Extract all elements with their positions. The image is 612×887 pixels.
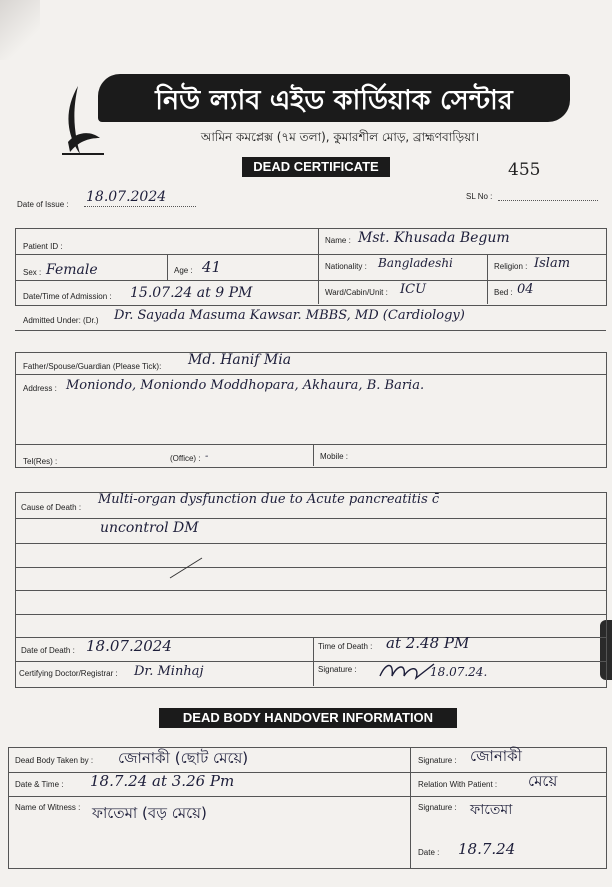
cause-vdivider bbox=[313, 637, 314, 686]
guardian-value: Md. Hanif Mia bbox=[188, 352, 292, 368]
death-time-value: at 2.48 PM bbox=[386, 634, 470, 652]
bed-label: Bed : bbox=[494, 288, 513, 297]
address-label: Address : bbox=[23, 384, 57, 393]
patient-vdivider-name bbox=[318, 228, 319, 304]
guardian-divider-2 bbox=[15, 444, 606, 445]
handover-vdivider bbox=[410, 747, 411, 868]
age-value: 41 bbox=[202, 258, 222, 276]
cause-line-2 bbox=[15, 543, 606, 544]
death-signature-date: 18.07.24. bbox=[430, 665, 488, 679]
taken-by-label: Dead Body Taken by : bbox=[15, 756, 94, 765]
admitted-underline bbox=[15, 330, 606, 331]
issue-date-dots bbox=[84, 206, 196, 207]
death-signature-label: Signature : bbox=[318, 665, 357, 674]
patient-id-label: Patient ID : bbox=[23, 242, 63, 251]
sl-no-label: SL No : bbox=[466, 192, 493, 201]
sex-label: Sex : bbox=[23, 268, 42, 277]
guardian-label: Father/Spouse/Guardian (Please Tick): bbox=[23, 362, 162, 371]
guardian-vdivider bbox=[313, 444, 314, 466]
handover-divider-2 bbox=[8, 796, 606, 797]
patient-divider-1 bbox=[15, 254, 606, 255]
patient-name-label: Name : bbox=[325, 236, 351, 245]
tel-office-value: - bbox=[205, 451, 209, 462]
cause-line2-value: uncontrol DM bbox=[100, 520, 199, 536]
cause-line1-value: Multi-organ dysfunction due to Acute pancreatitis c̄ bbox=[98, 492, 440, 507]
issue-date-label: Date of Issue : bbox=[17, 200, 69, 209]
patient-name-value: Mst. Khusada Begum bbox=[358, 230, 510, 246]
relation-label: Relation With Patient : bbox=[418, 780, 498, 789]
witness-signature-value: ফাতেমা bbox=[470, 802, 513, 818]
mobile-label: Mobile : bbox=[320, 452, 349, 461]
page-corner-shadow bbox=[0, 0, 40, 60]
cause-line-3 bbox=[15, 567, 606, 568]
handover-datetime-value: 18.7.24 at 3.26 Pm bbox=[90, 772, 235, 790]
religion-value: Islam bbox=[534, 256, 571, 271]
certifying-doctor-label: Certifying Doctor/Registrar : bbox=[19, 669, 118, 678]
admitted-under-label: Admitted Under: (Dr.) bbox=[23, 316, 99, 325]
cause-label: Cause of Death : bbox=[21, 503, 82, 512]
witness-signature-label: Signature : bbox=[418, 803, 457, 812]
death-date-label: Date of Death : bbox=[21, 646, 75, 655]
address-value: Moniondo, Moniondo Moddhopara, Akhaura, B. Baria. bbox=[66, 378, 425, 393]
cause-line-5 bbox=[15, 614, 606, 615]
cause-line-4 bbox=[15, 590, 606, 591]
admission-value: 15.07.24 at 9 PM bbox=[130, 285, 253, 301]
center-name: নিউ ল্যাব এইড কার্ডিয়াক সেন্টার bbox=[155, 85, 513, 116]
handover-signature-label: Signature : bbox=[418, 756, 457, 765]
center-address: আমিন কমপ্লেক্স (৭ম তলা), কুমারশীল মোড়, ব্রাহ্মণবাড়িয়া। bbox=[200, 130, 480, 144]
title-badge: DEAD CERTIFICATE bbox=[242, 157, 390, 177]
death-date-value: 18.07.2024 bbox=[86, 637, 172, 655]
cause-line-7 bbox=[15, 661, 606, 662]
death-time-label: Time of Death : bbox=[318, 642, 373, 651]
serial-number: 455 bbox=[508, 160, 541, 180]
taken-by-value: জোনাকী (ছোট মেয়ে) bbox=[118, 749, 249, 767]
witness-value: ফাতেমা (বড় মেয়ে) bbox=[92, 804, 207, 822]
admission-label: Date/Time of Admission : bbox=[23, 292, 112, 301]
nationality-value: Bangladeshi bbox=[378, 256, 453, 270]
sex-value: Female bbox=[46, 262, 98, 278]
relation-value: মেয়ে bbox=[528, 772, 558, 790]
cause-line-1 bbox=[15, 518, 606, 519]
doctor-signature-scribble bbox=[376, 658, 436, 684]
ward-value: ICU bbox=[400, 282, 427, 297]
cause-strike-mark bbox=[168, 556, 204, 580]
witness-date-value: 18.7.24 bbox=[458, 840, 516, 858]
admitted-under-value: Dr. Sayada Masuma Kawsar. MBBS, MD (Cardiology) bbox=[114, 308, 465, 323]
tel-office-label: (Office) : bbox=[170, 454, 201, 463]
issue-date-value: 18.07.2024 bbox=[86, 189, 167, 205]
witness-date-label: Date : bbox=[418, 848, 440, 857]
handover-datetime-label: Date & Time : bbox=[15, 780, 64, 789]
tel-res-label: Tel(Res) : bbox=[23, 457, 58, 466]
ward-label: Ward/Cabin/Unit : bbox=[325, 288, 388, 297]
nationality-label: Nationality : bbox=[325, 262, 367, 271]
witness-label: Name of Witness : bbox=[15, 803, 81, 812]
patient-vdivider-age bbox=[167, 254, 168, 280]
religion-label: Religion : bbox=[494, 262, 528, 271]
bed-value: 04 bbox=[517, 282, 534, 297]
certifying-doctor-value: Dr. Minhaj bbox=[134, 664, 204, 679]
guardian-divider-1 bbox=[15, 374, 606, 375]
handover-title: DEAD BODY HANDOVER INFORMATION bbox=[159, 708, 457, 728]
sl-no-dots bbox=[498, 200, 598, 201]
patient-divider-2 bbox=[15, 280, 606, 281]
age-label: Age : bbox=[174, 266, 193, 275]
handover-signature-value: জোনাকী bbox=[470, 747, 522, 765]
patient-vdivider-religion bbox=[487, 254, 488, 304]
